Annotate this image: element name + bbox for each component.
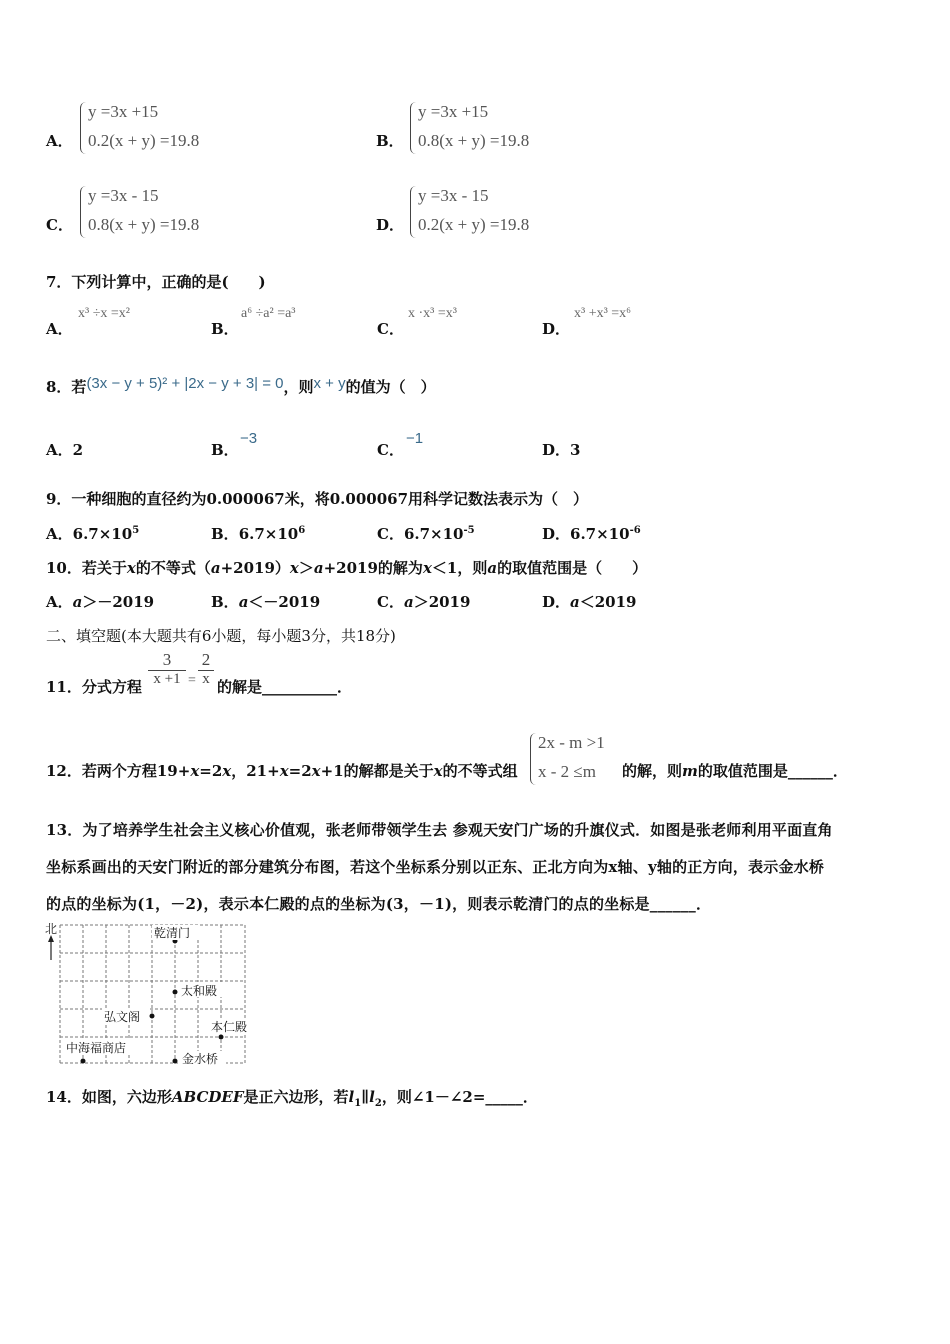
- q6-a-line2: 0.2(x + y) =19.8: [88, 131, 200, 150]
- q6-d-line1: y =3x - 15: [418, 186, 489, 205]
- north-arrow-icon: [48, 935, 54, 960]
- q6-b-line2: 0.8(x + y) =19.8: [418, 131, 530, 150]
- q12-line2: x - 2 ≤m: [538, 762, 596, 781]
- section-heading: 二、填空题(本大题共有6小题，每小题3分，共18分): [46, 627, 396, 645]
- q13-line2: 坐标系画出的天安门附近的部分建筑分布图，若这个坐标系分别以正东、正北方向为x轴、y轴的正方向，表示金水桥: [46, 858, 825, 876]
- q6-option-d-label: D．: [376, 216, 405, 234]
- map-figure: [42, 920, 252, 1068]
- point-taihedian: [173, 990, 178, 995]
- q11-prefix: 11．分式方程: [46, 678, 142, 696]
- q6-option-a-label: A．: [46, 132, 73, 150]
- brace-icon: [80, 186, 87, 238]
- point-jinshuiqiao: [173, 1059, 178, 1064]
- q13-line3: 的点的坐标为(1，－2)，表示本仁殿的点的坐标为(3，－1)，则表示乾清门的点的坐标是______．: [46, 895, 712, 913]
- point-benrendian: [219, 1035, 224, 1040]
- q11-fraction-2: $\frac{2}{x}$: [198, 650, 214, 688]
- q6-a-line1: y =3x +15: [88, 102, 159, 121]
- q8-stem: [46, 376, 436, 397]
- point-hongwenge: [150, 1014, 155, 1019]
- q10-option-c: C．a＞2019: [377, 593, 471, 611]
- q9-stem: 9．一种细胞的直径约为0.000067米，将0.000067用科学记数法表示为（ ）: [46, 490, 589, 508]
- brace-icon: [80, 102, 87, 154]
- q7-option-b-expr: a⁶ ÷a² =a³: [241, 306, 296, 321]
- label-qianqingmen: 乾清门: [154, 926, 191, 940]
- q8-option-d: D．3: [542, 441, 581, 459]
- label-hongwenge: 弘文阁: [104, 1010, 141, 1024]
- q9-option-c: C．$6.7\times 10^{-5}$: [377, 525, 475, 543]
- q12-suffix: 的解，则m的取值范围是______．: [622, 762, 848, 780]
- q12-prefix: 12．若两个方程19+x=2x，21+x=2x+1的解都是关于x的不等式组: [46, 762, 518, 780]
- q14-stem: 14．如图，六边形ABCDEF是正六边形，若$l_1\parallel l_2$，则∠1－∠2=_____．: [46, 1088, 538, 1109]
- q11-suffix: 的解是__________．: [217, 678, 353, 696]
- q8-expression-2: x + y: [313, 375, 346, 392]
- label-taihedian: 太和殿: [181, 984, 218, 998]
- q7-option-a-label: A．: [46, 320, 73, 338]
- label-benrendian: 本仁殿: [211, 1020, 248, 1034]
- q6-option-b-label: B．: [376, 132, 404, 150]
- q8-option-c-value: −1: [406, 430, 424, 447]
- q11-equals: =: [188, 673, 196, 688]
- q9-option-d: D．$6.7\times 10^{-6}$: [542, 525, 641, 543]
- q13-line1: 13．为了培养学生社会主义核心价值观，张老师带领学生去 参观天安门广场的升旗仪式．如图是张老师利用平面直角: [46, 821, 833, 839]
- q6-c-line2: 0.8(x + y) =19.8: [88, 215, 200, 234]
- q8-option-b-label: B．: [211, 441, 239, 459]
- q6-c-line1: y =3x - 15: [88, 186, 159, 205]
- q10-option-d: D．a＜2019: [542, 593, 637, 611]
- brace-icon: [410, 102, 417, 154]
- q8-option-c-label: C．: [377, 441, 404, 459]
- q12-line1: 2x - m >1: [538, 733, 605, 752]
- q8-option-b-value: −3: [240, 430, 258, 447]
- q10-option-a: A．a＞－2019: [46, 593, 155, 611]
- q6-b-line1: y =3x +15: [418, 102, 489, 121]
- q10-stem: 10．若关于x的不等式（a+2019）x＞a+2019的解为x＜1，则a的取值范围是（ ）: [46, 559, 648, 577]
- q7-option-c-expr: x ·x³ =x³: [408, 306, 457, 321]
- q10-option-b: B．a＜－2019: [211, 593, 321, 611]
- q8-expression: (3x − y + 5)² + |2x − y + 3| = 0: [86, 375, 284, 392]
- brace-icon: [410, 186, 417, 238]
- q11-fraction-1: $\frac{3}{x +1}$: [148, 650, 186, 688]
- q7-stem: 7．下列计算中，正确的是( ): [46, 273, 266, 291]
- q8-mid: ，则: [283, 378, 314, 396]
- q7-option-b-label: B．: [211, 320, 239, 338]
- q8-suffix: 的值为（ ）: [345, 378, 436, 396]
- q6-d-line2: 0.2(x + y) =19.8: [418, 215, 530, 234]
- q8-option-a: A．2: [46, 441, 84, 459]
- label-zhonghai: 中海福商店: [66, 1041, 127, 1055]
- q6-option-c-label: C．: [46, 216, 73, 234]
- q7-option-a-expr: x³ ÷x =x²: [78, 306, 130, 321]
- q7-option-c-label: C．: [377, 320, 404, 338]
- north-label: 北: [45, 922, 58, 936]
- q8-prefix: 8．若: [46, 378, 87, 396]
- point-zhonghai: [81, 1059, 86, 1064]
- q7-option-d-label: D．: [542, 320, 571, 338]
- label-jinshuiqiao: 金水桥: [182, 1052, 219, 1066]
- q9-option-b: B．$6.7\times 10^6$: [211, 525, 306, 543]
- q9-option-a: A．$6.7\times 10^5$: [46, 525, 140, 543]
- brace-icon: [530, 733, 537, 785]
- q7-option-d-expr: x³ +x³ =x⁶: [574, 306, 632, 321]
